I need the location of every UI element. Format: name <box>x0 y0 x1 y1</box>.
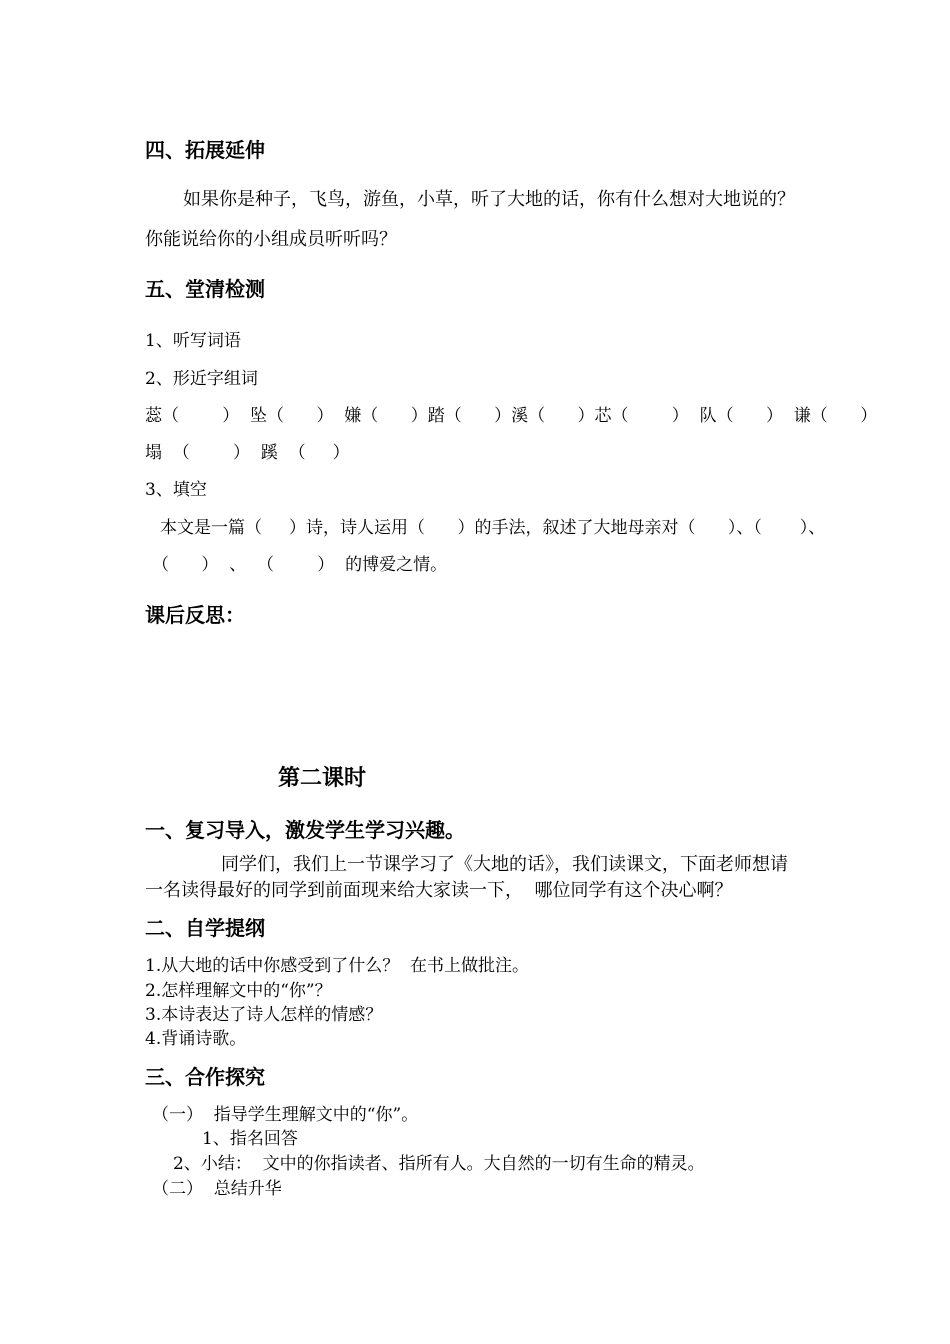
section5-item2: 2、形近字组词 <box>145 369 258 389</box>
list-item: 3.本诗表达了诗人怎样的情感？ <box>145 1005 383 1025</box>
lesson2-s1-heading: 一、复习导入，激发学生学习兴趣。 <box>145 818 465 842</box>
lesson2-s1-line1: 同学们，我们上一节课学习了《大地的话》，我们读课文，下面老师想请 <box>221 854 788 875</box>
list-item: 4.背诵诗歌。 <box>145 1029 247 1049</box>
lesson2-title: 第二课时 <box>278 766 367 791</box>
fill-blank-line2: （ ） 、 （ ） 的博爱之情。 <box>152 555 448 575</box>
section5-item3: 3、填空 <box>145 480 207 500</box>
lesson2-s3-sub1-b: 2、小结： 文中的你指读者、指所有人。大自然的一切有生命的精灵。 <box>173 1154 705 1174</box>
lesson2-s3-sub2: （二） 总结升华 <box>152 1179 282 1199</box>
lesson2-s1-line2: 一名读得最好的同学到前面现来给大家读一下， 哪位同学有这个决心啊？ <box>145 880 733 901</box>
lesson2-s3-sub1-a: 1、指名回答 <box>202 1129 298 1149</box>
list-item: 2.怎样理解文中的“你”？ <box>145 981 332 1001</box>
section5-heading: 五、堂清检测 <box>145 277 265 301</box>
lesson2-s3-sub1: （一） 指导学生理解文中的“你”。 <box>152 1105 419 1125</box>
section4-text-line2: 你能说给你的小组成员听听吗？ <box>145 229 397 250</box>
lesson2-s3-heading: 三、合作探究 <box>145 1065 265 1089</box>
reflection-heading: 课后反思： <box>145 603 245 627</box>
section4-text-line1: 如果你是种子，飞鸟，游鱼，小草，听了大地的话，你有什么想对大地说的？ <box>183 189 795 210</box>
lesson2-s2-heading: 二、自学提纲 <box>145 916 265 940</box>
similar-chars-row1: 蕊（ ） 坠（ ） 嫌（ ）踏（ ）溪（ ）芯（ ） 队（ ） 谦（ ） <box>145 406 878 426</box>
section4-heading: 四、拓展延伸 <box>145 138 265 162</box>
similar-chars-row2: 塌 （ ） 蹊 （ ） <box>145 443 350 463</box>
section5-item1: 1、听写词语 <box>145 331 241 351</box>
list-item: 1.从大地的话中你感受到了什么？ 在书上做批注。 <box>145 956 530 976</box>
fill-blank-line1: 本文是一篇（ ）诗，诗人运用（ ）的手法，叙述了大地母亲对（ ）、（ ）、 <box>160 518 826 538</box>
